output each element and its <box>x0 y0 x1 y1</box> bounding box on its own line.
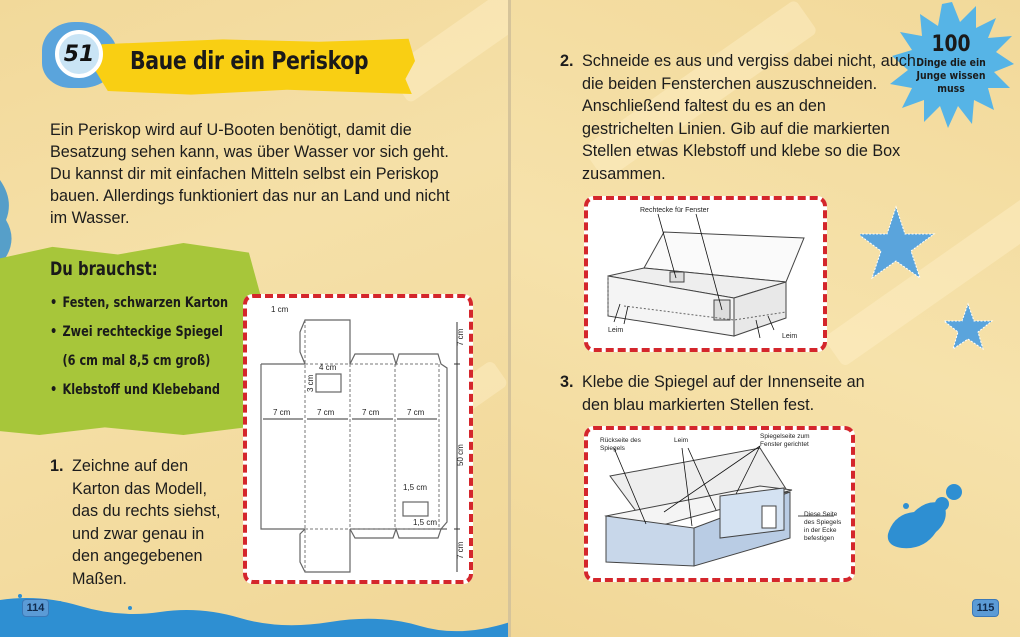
materials-item: • Zwei rechteckige Spiegel <box>50 324 223 340</box>
star-icon <box>860 205 940 280</box>
materials-item-continued: (6 cm mal 8,5 cm groß) <box>62 353 211 369</box>
svg-text:7 cm: 7 cm <box>407 408 425 417</box>
series-badge-line: muss <box>937 82 965 95</box>
svg-text:3 cm: 3 cm <box>306 374 315 392</box>
box-assembly-drawing <box>584 196 827 352</box>
template-diagram <box>243 294 473 584</box>
svg-text:Leim: Leim <box>782 333 798 340</box>
series-badge-line: Junge wissen <box>916 69 986 82</box>
series-badge-line: Dinge die ein <box>916 56 986 69</box>
svg-text:Spiegelseite zum: Spiegelseite zum <box>760 433 810 440</box>
svg-text:Fenster gerichtet: Fenster gerichtet <box>760 441 809 448</box>
step-text: Klebe die Spiegel auf der Innenseite an den blau markierten Stellen fest. <box>582 373 865 414</box>
page-number-right: 115 <box>972 599 999 617</box>
materials-item: • Klebstoff und Klebeband <box>50 382 220 398</box>
svg-text:7 cm: 7 cm <box>273 408 291 417</box>
step-2 <box>560 50 920 185</box>
materials-item: • Festen, schwarzen Karton <box>50 295 229 311</box>
mirror-placement-figure <box>584 426 855 582</box>
svg-text:1 cm: 1 cm <box>271 305 289 314</box>
svg-text:befestigen: befestigen <box>804 535 834 542</box>
step-number: 1. <box>50 457 64 475</box>
svg-text:Rechtecke für Fenster: Rechtecke für Fenster <box>640 207 709 214</box>
svg-text:4 cm: 4 cm <box>319 363 337 372</box>
mirror-assembly-drawing <box>584 426 855 582</box>
step-3 <box>560 371 890 416</box>
svg-text:7 cm: 7 cm <box>456 541 465 559</box>
page-title: Baue dir ein Periskop <box>130 46 369 75</box>
svg-text:7 cm: 7 cm <box>362 408 380 417</box>
step-text: Zeichne auf den Karton das Modell, das du rechts siehst, und zwar genau in den angegebenen Maßen. <box>72 457 221 588</box>
water-splash-decoration <box>0 592 510 637</box>
svg-text:50 cm: 50 cm <box>456 444 465 466</box>
svg-text:Diese Seite: Diese Seite <box>804 511 838 518</box>
svg-text:Spiegels: Spiegels <box>600 445 625 452</box>
svg-text:des Spiegels: des Spiegels <box>804 519 842 526</box>
box-template-drawing <box>243 294 473 584</box>
svg-text:Leim: Leim <box>674 437 689 444</box>
svg-text:1,5 cm: 1,5 cm <box>403 483 428 492</box>
series-badge-number: 100 <box>931 32 971 57</box>
step-text: Schneide es aus und vergiss dabei nicht, auch die beiden Fensterchen auszuschneiden. Anschließend faltest du es an den gestrichelten Linien. Gib auf die markierten Stellen etwas Klebstoff und klebe so die Box zusammen. <box>582 52 916 183</box>
svg-text:1,5 cm: 1,5 cm <box>413 518 438 527</box>
glue-box-figure <box>584 196 827 352</box>
step-number: 2. <box>560 52 574 70</box>
svg-text:7 cm: 7 cm <box>456 328 465 346</box>
svg-text:7 cm: 7 cm <box>317 408 335 417</box>
page-number-left: 114 <box>22 599 49 617</box>
materials-heading: Du brauchst: <box>50 258 158 280</box>
intro-paragraph <box>50 119 450 229</box>
step-1 <box>50 455 230 590</box>
svg-text:Rückseite des: Rückseite des <box>600 437 641 444</box>
book-gutter <box>508 0 511 637</box>
intro-text: Ein Periskop wird auf U-Booten benötigt, damit die Besatzung sehen kann, was über Wasser vor sich geht. Du kannst dir mit einfachen Mitteln selbst ein Periskop bauen. Allerdings funktioniert das nur an Land und nicht im Wasser. <box>50 121 450 227</box>
paint-splash-decoration <box>884 484 964 554</box>
svg-text:in der Ecke: in der Ecke <box>804 527 837 534</box>
star-icon <box>944 302 994 352</box>
step-number: 3. <box>560 373 574 391</box>
chapter-number-badge: 51 <box>55 30 103 78</box>
svg-text:Leim: Leim <box>608 327 624 334</box>
